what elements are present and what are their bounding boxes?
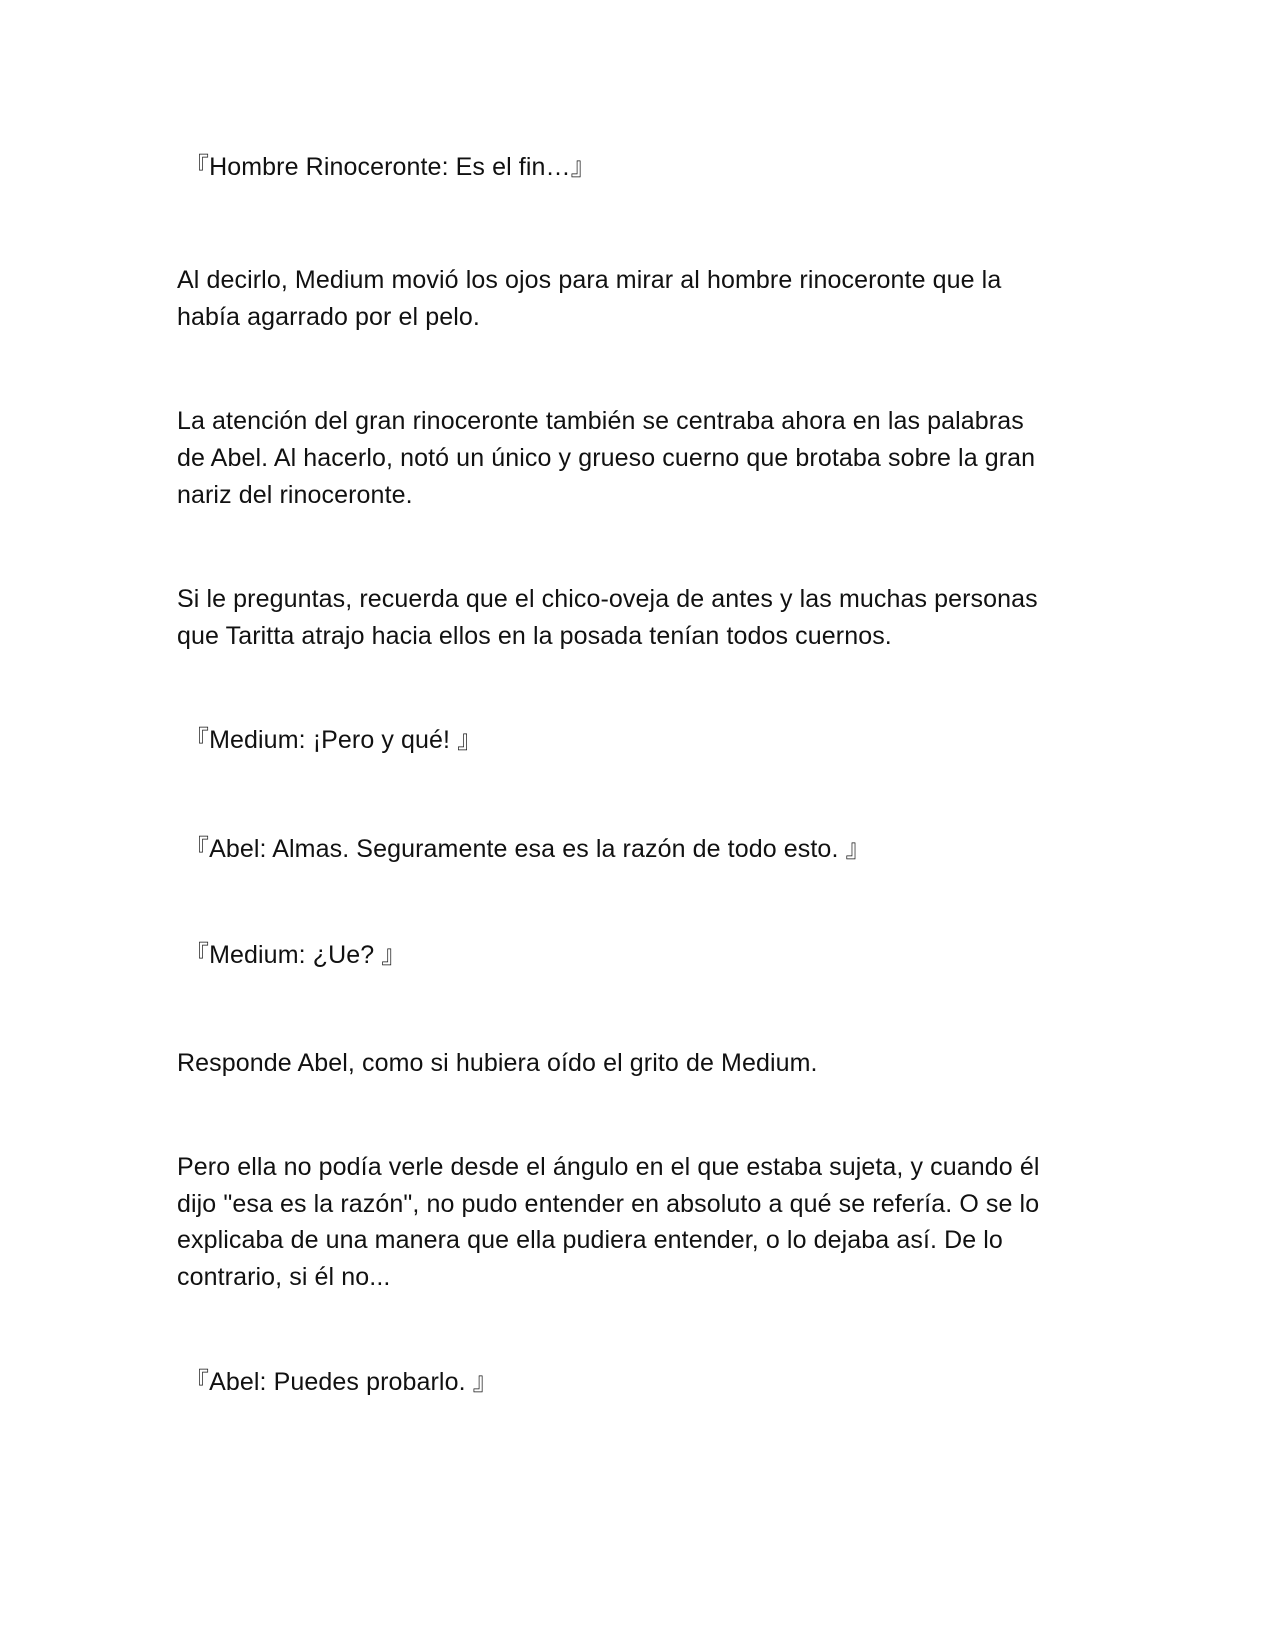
paragraph-line: Al decirlo, Medium movió los ojos para mirar al hombre rinoceronte que la [177, 266, 1002, 294]
paragraph-line: Pero ella no podía verle desde el ángulo en el que estaba sujeta, y cuando él [177, 1153, 1040, 1181]
paragraph-line: explicaba de una manera que ella pudiera entender, o lo dejaba así. De lo [177, 1226, 1003, 1254]
paragraph-line: había agarrado por el pelo. [177, 303, 480, 331]
paragraph-line: nariz del rinoceronte. [177, 481, 413, 509]
paragraph-line: que Taritta atrajo hacia ellos en la posada tenían todos cuernos. [177, 622, 892, 650]
paragraph-line: Responde Abel, como si hubiera oído el grito de Medium. [177, 1049, 818, 1077]
dialogue-line: 『Medium: ¡Pero y qué! 』 [184, 726, 483, 754]
dialogue-line: 『Medium: ¿Ue? 』 [184, 941, 407, 969]
dialogue-line: 『Abel: Almas. Seguramente esa es la razón de todo esto. 』 [184, 835, 871, 863]
dialogue-line: 『Abel: Puedes probarlo. 』 [184, 1368, 498, 1396]
paragraph-line: contrario, si él no... [177, 1263, 391, 1291]
paragraph-line: de Abel. Al hacerlo, notó un único y grueso cuerno que brotaba sobre la gran [177, 444, 1036, 472]
paragraph-line: La atención del gran rinoceronte también se centraba ahora en las palabras [177, 407, 1024, 435]
paragraph-line: Si le preguntas, recuerda que el chico-oveja de antes y las muchas personas [177, 585, 1038, 613]
dialogue-line: 『Hombre Rinoceronte: Es el fin…』 [184, 153, 596, 181]
paragraph-line: dijo "esa es la razón", no pudo entender en absoluto a qué se refería. O se lo [177, 1190, 1040, 1218]
